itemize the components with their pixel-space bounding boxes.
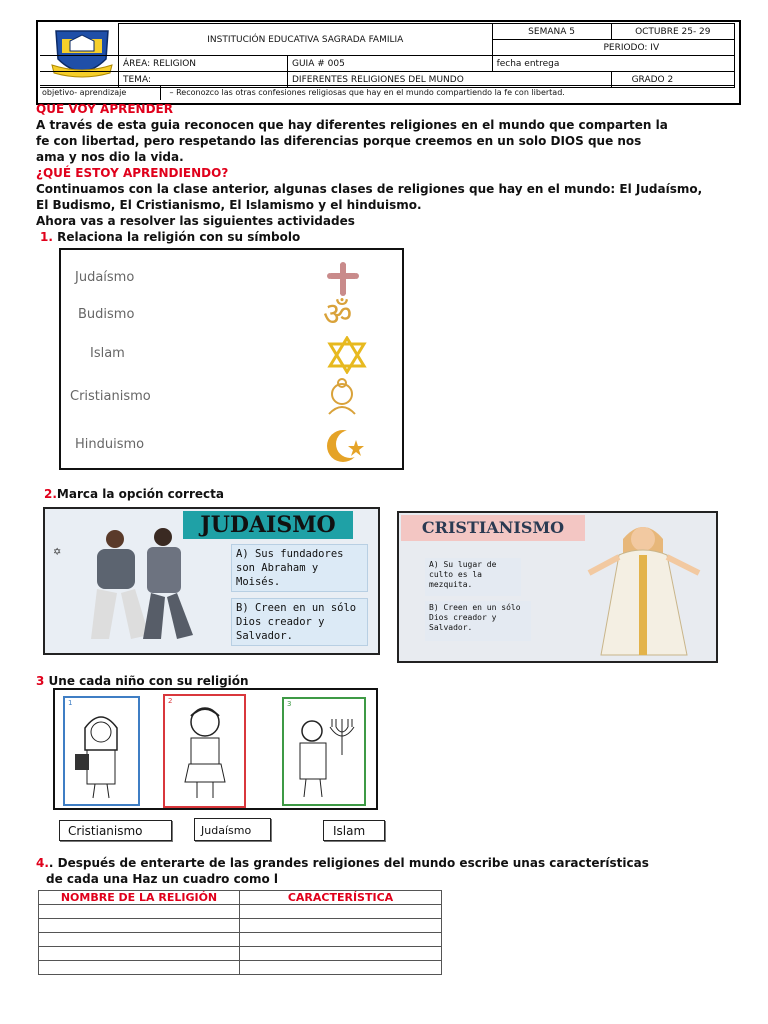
- section-title-learn: QUE VOY APRENDER: [36, 102, 173, 116]
- objective-label: objetivo- aprendizaje: [40, 86, 161, 100]
- grade: GRADO 2: [611, 72, 734, 88]
- judaism-option-b[interactable]: B) Creen en un sólo Dios creador y Salvador.: [231, 598, 368, 646]
- label-christianity[interactable]: Cristianismo: [59, 820, 172, 841]
- muslim-child-drawing: [71, 706, 131, 800]
- children-box: [53, 688, 378, 810]
- activity4-heading: [36, 855, 649, 871]
- table-row: [39, 933, 442, 947]
- table-row: [39, 961, 442, 975]
- activity2-heading: [44, 486, 224, 502]
- objective-row: [40, 85, 735, 100]
- activity1-text: Relaciona la religión con su símbolo: [52, 230, 301, 244]
- section2-line3: Ahora vas a resolver las siguientes actividades: [36, 214, 355, 228]
- child-card-3: [282, 697, 366, 806]
- religion-judaism: Judaísmo: [75, 270, 135, 285]
- christianity-option-b[interactable]: B) Creen en un sólo Dios creador y Salvador.: [425, 601, 531, 641]
- delivery-date: fecha entrega: [492, 56, 734, 72]
- christianity-card: [397, 511, 718, 663]
- activity2-text: Marca la opción correcta: [56, 487, 224, 501]
- judaism-card: [43, 507, 380, 655]
- week: SEMANA 5: [492, 24, 611, 40]
- activity4-number: 4.: [36, 856, 49, 870]
- svg-text:✡: ✡: [53, 547, 62, 558]
- activity1-number: 1.: [40, 230, 53, 244]
- area: ÁREA: RELIGION: [119, 56, 288, 72]
- christian-child-drawing: [173, 702, 237, 802]
- period: PERIODO: IV: [492, 40, 734, 56]
- activity3-number: 3: [36, 674, 45, 688]
- section2-line1: Continuamos con la clase anterior, algunas clases de religiones que hay en el mundo: El Judaísmo,: [36, 182, 703, 196]
- religion-hinduism: Hinduismo: [75, 437, 145, 452]
- section1-line1: A través de esta guia reconocen que hay diferentes religiones en el mundo que comparten la: [36, 118, 668, 132]
- table-row: [39, 905, 442, 919]
- crescent-star-icon: [325, 426, 365, 466]
- activity1-heading: [40, 229, 300, 245]
- section1-line2: fe con libertad, pero respetando las diferencias porque creemos en un solo DIOS que nos: [36, 134, 642, 148]
- section2-line2: El Budismo, El Cristianismo, El Islamismo y el hinduismo.: [36, 198, 422, 212]
- table-row: [39, 947, 442, 961]
- child-card-1: [63, 696, 140, 806]
- header-table: [40, 23, 735, 88]
- label-judaism[interactable]: Judaísmo: [194, 818, 271, 841]
- jewish-people-illustration: [51, 521, 221, 649]
- religion-buddhism: Budismo: [78, 307, 135, 322]
- religion-christianity: Cristianismo: [70, 389, 151, 404]
- table-row: [39, 919, 442, 933]
- christianity-title: CRISTIANISMO: [401, 515, 585, 541]
- om-icon: ॐ: [323, 295, 353, 333]
- dates: OCTUBRE 25- 29: [611, 24, 734, 40]
- buddha-icon: [323, 378, 361, 416]
- cross-icon: [327, 262, 359, 296]
- section-title-learning: ¿QUÉ ESTOY APRENDIENDO?: [36, 166, 229, 180]
- child-card-2: [163, 694, 246, 808]
- topic: DIFERENTES RELIGIONES DEL MUNDO: [288, 72, 612, 88]
- judaism-option-a[interactable]: A) Sus fundadores son Abraham y Moisés.: [231, 544, 368, 592]
- activity4-line1: . Después de enterarte de las grandes religiones del mundo escribe unas características: [48, 856, 649, 870]
- jewish-child-drawing: [288, 705, 360, 801]
- guide-number: GUIA # 005: [288, 56, 493, 72]
- activity3-heading: [36, 673, 249, 689]
- activity4-line2: de cada una Haz un cuadro como l: [46, 872, 278, 886]
- topic-label: TEMA:: [119, 72, 288, 88]
- activity3-text: Une cada niño con su religión: [44, 674, 249, 688]
- star-of-david-icon: [327, 336, 367, 374]
- characteristics-table: [38, 890, 442, 975]
- institution-name: INSTITUCIÓN EDUCATIVA SAGRADA FAMILIA: [119, 24, 493, 56]
- section1-line3: ama y nos dio la vida.: [36, 150, 184, 164]
- child-card-1-number: 1: [68, 699, 73, 707]
- objective-text: – Reconozco las otras confesiones religiosas que hay en el mundo compartiendo la fe con libertad.: [169, 88, 565, 97]
- child-card-3-number: 3: [287, 700, 292, 708]
- judaism-title: JUDAISMO: [183, 511, 353, 539]
- col-religion-name: NOMBRE DE LA RELIGIÓN: [39, 891, 240, 905]
- label-islam[interactable]: Islam: [323, 820, 385, 841]
- col-characteristic: CARACTERÍSTICA: [240, 891, 442, 905]
- symbols-box: [59, 248, 404, 470]
- child-card-2-number: 2: [168, 697, 173, 705]
- activity2-number: 2.: [44, 487, 57, 501]
- jesus-illustration: [579, 515, 713, 659]
- religion-islam: Islam: [90, 346, 125, 361]
- christianity-option-a[interactable]: A) Su lugar de culto es la mezquita.: [425, 558, 521, 596]
